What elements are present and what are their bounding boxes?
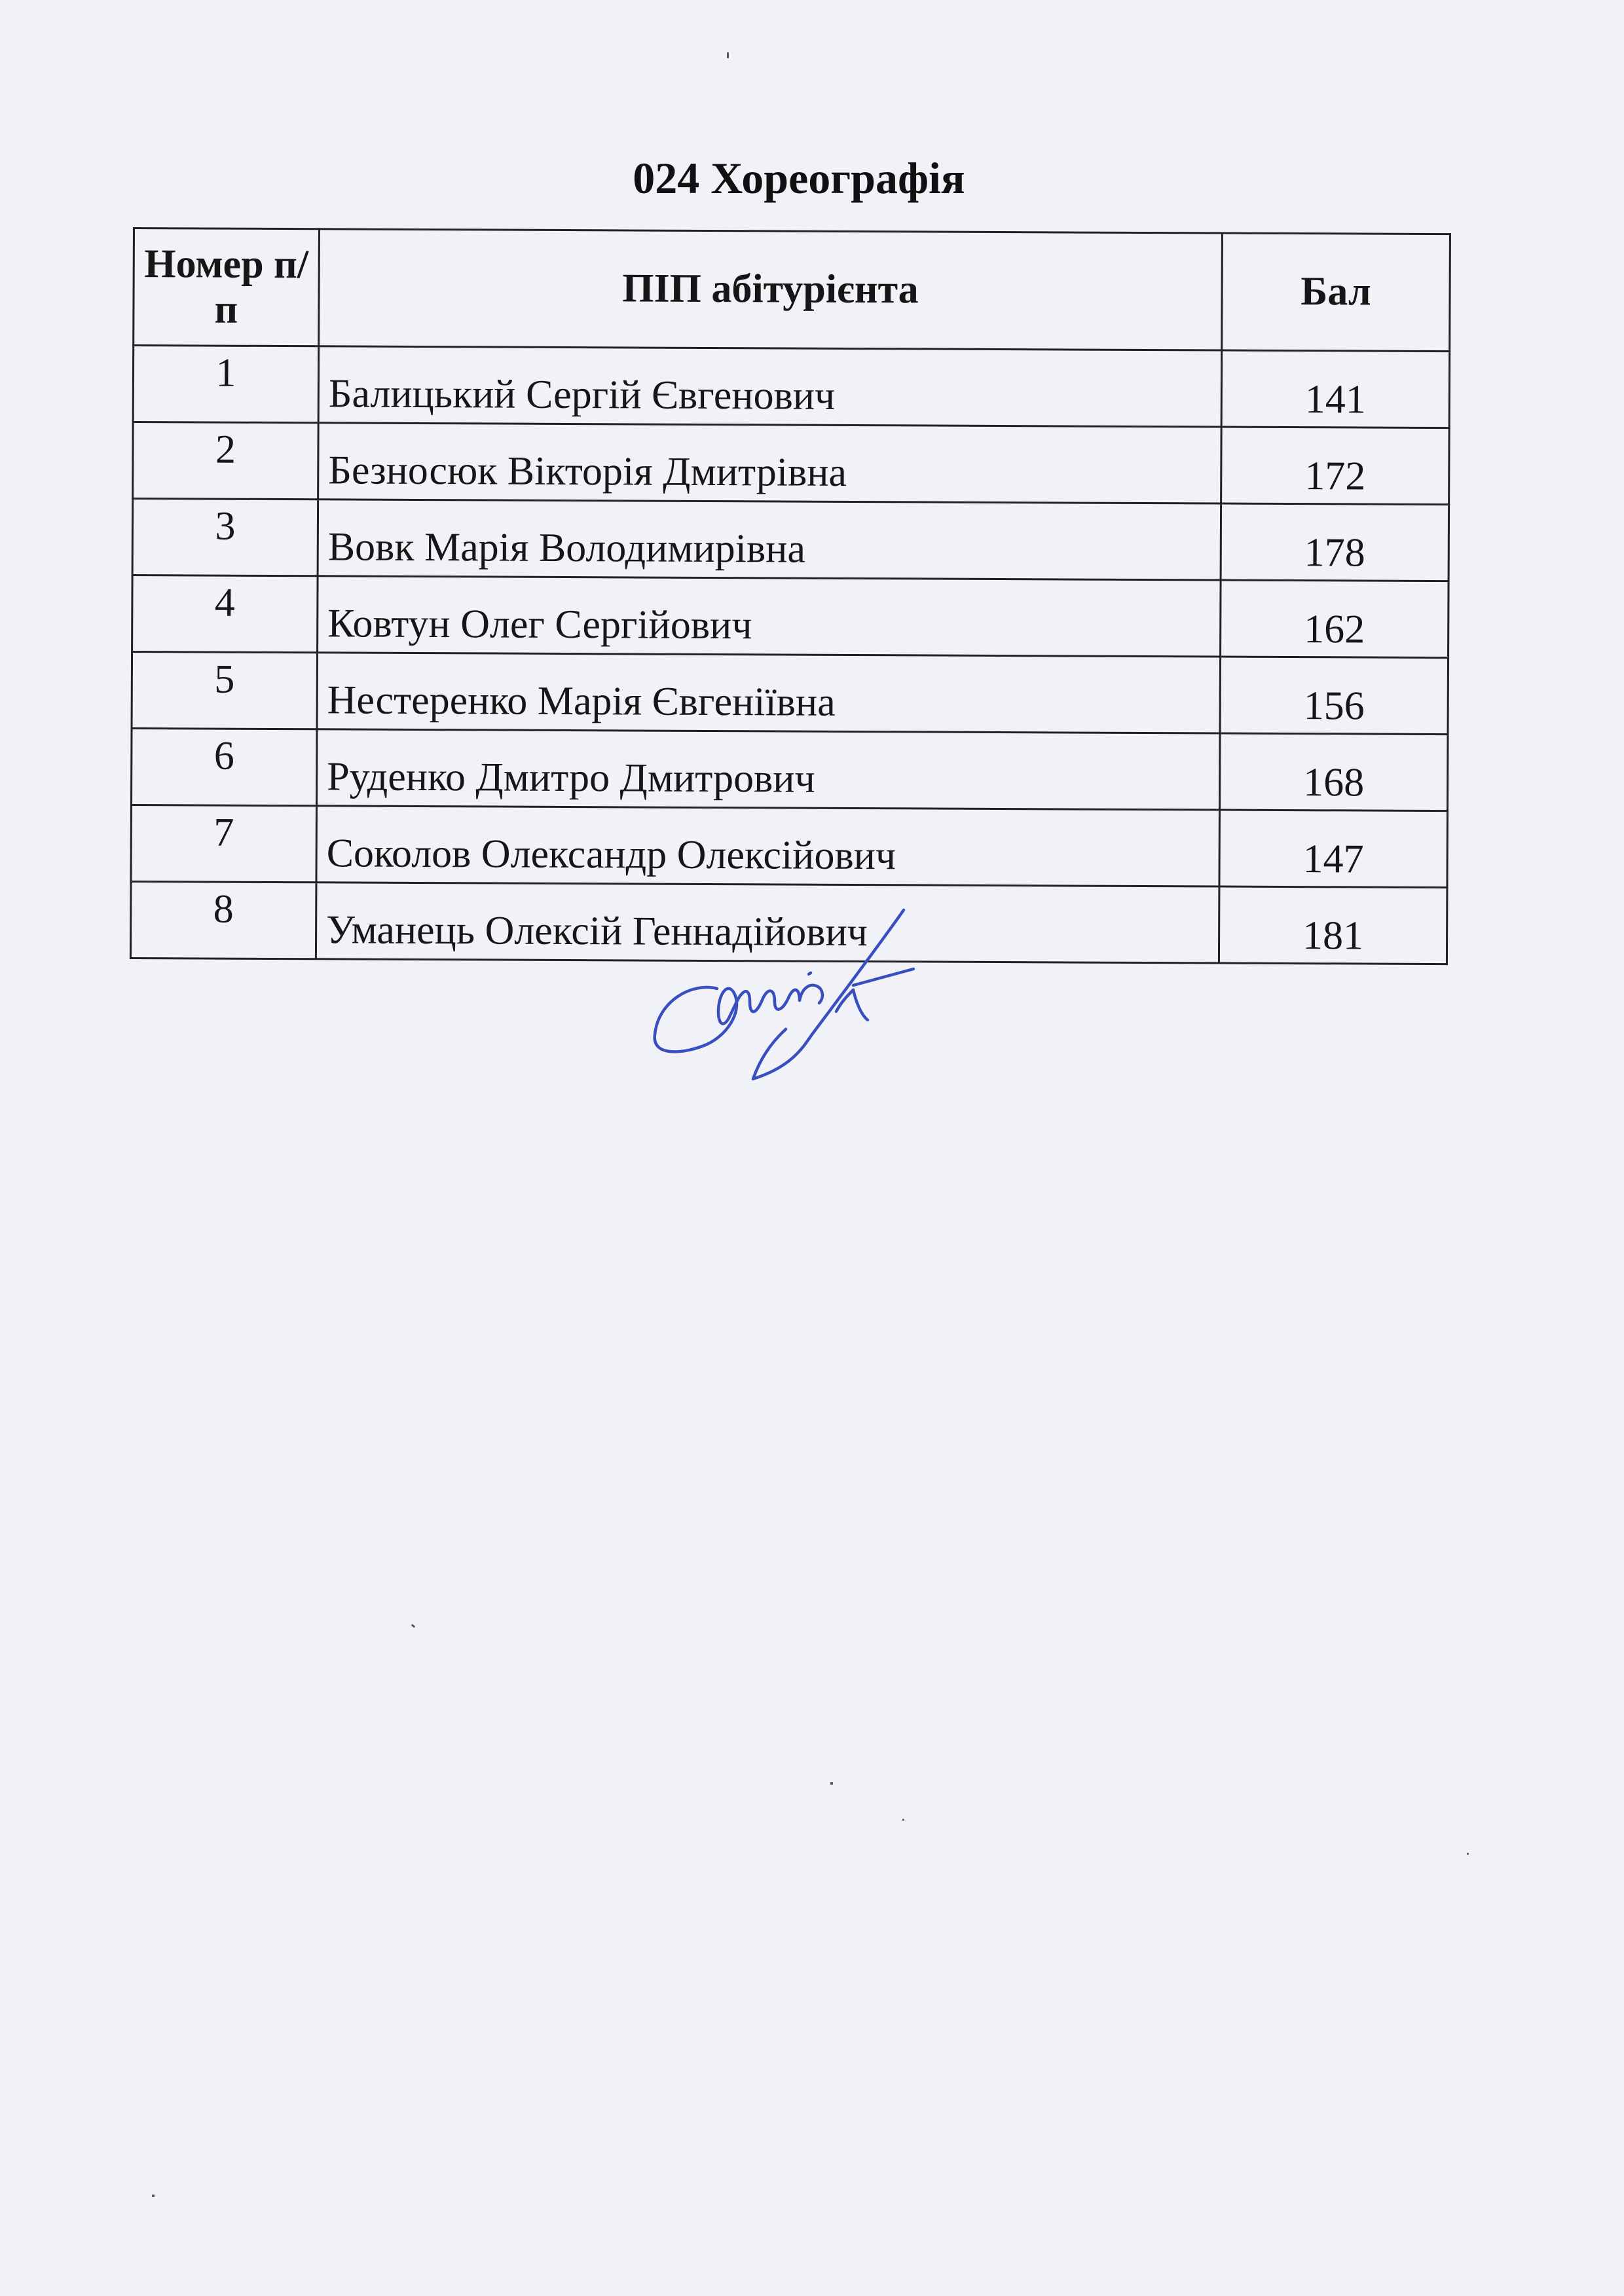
row-number: 5 xyxy=(132,652,318,729)
row-number: 3 xyxy=(132,499,318,576)
applicant-score: 168 xyxy=(1219,733,1448,811)
table-row xyxy=(132,499,1449,581)
table-row xyxy=(131,805,1448,887)
header-name: ПІП абітурієнта xyxy=(319,229,1223,350)
scan-speck xyxy=(727,52,729,58)
row-number: 8 xyxy=(130,881,316,958)
signature-icon xyxy=(645,903,920,1087)
applicant-name: Руденко Дмитро Дмитрович xyxy=(316,729,1220,810)
row-number: 2 xyxy=(133,422,319,500)
applicant-score: 156 xyxy=(1220,657,1449,735)
applicant-name: Вовк Марія Володимирівна xyxy=(318,500,1221,580)
applicant-name: Балицький Сергій Євгенович xyxy=(318,346,1222,427)
scan-speck xyxy=(152,2195,155,2197)
row-number: 7 xyxy=(131,805,317,882)
row-number: 6 xyxy=(131,728,317,805)
applicant-score: 141 xyxy=(1221,350,1450,428)
row-number: 1 xyxy=(133,346,319,423)
scan-speck xyxy=(1467,1853,1469,1855)
applicant-score: 172 xyxy=(1221,427,1450,505)
applicant-score: 162 xyxy=(1221,580,1449,658)
applicant-name: Ковтун Олег Сергійович xyxy=(318,576,1221,657)
row-number: 4 xyxy=(132,575,318,653)
scan-speck xyxy=(902,1819,904,1821)
table-header-row xyxy=(134,228,1450,352)
applicant-name: Безносюк Вікторія Дмитрівна xyxy=(318,423,1222,503)
applicants-table xyxy=(130,227,1451,965)
header-number: Номер п/п xyxy=(134,228,320,346)
applicant-name: Нестеренко Марія Євгеніївна xyxy=(317,653,1221,733)
applicant-score: 178 xyxy=(1221,503,1449,581)
table-row xyxy=(133,346,1450,428)
applicant-name: Уманець Олексій Геннадійович xyxy=(316,883,1219,963)
table-row xyxy=(132,575,1449,658)
scan-speck xyxy=(411,1624,416,1628)
table-row xyxy=(133,422,1450,505)
document-title: 024 Хореографія xyxy=(633,153,965,203)
applicant-score: 147 xyxy=(1219,810,1448,888)
scan-speck xyxy=(830,1782,833,1785)
applicants-table-wrapper xyxy=(130,227,1449,965)
header-score: Бал xyxy=(1222,233,1450,352)
table-row xyxy=(131,728,1448,811)
applicant-score: 181 xyxy=(1219,886,1447,964)
table-row xyxy=(132,652,1449,735)
applicant-name: Соколов Олександр Олексійович xyxy=(316,806,1220,886)
